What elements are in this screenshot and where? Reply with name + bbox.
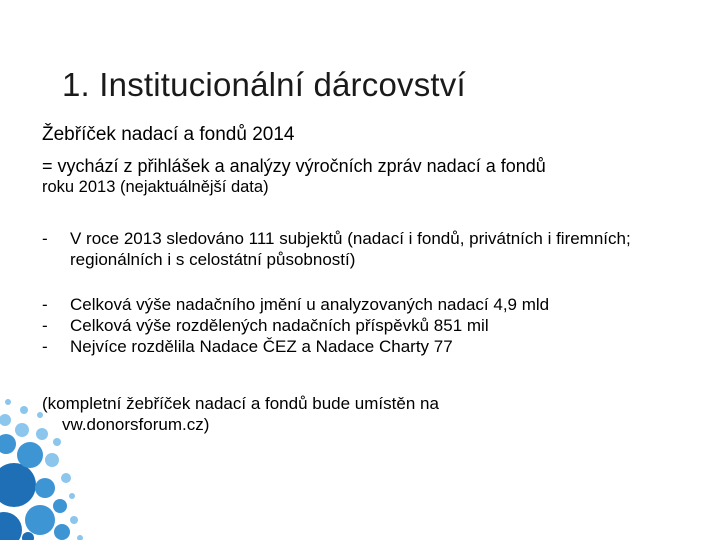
footer-link-text: vw.donorsforum.cz): [62, 415, 210, 434]
decorative-dots-graphic: [0, 360, 90, 540]
bullet-dash: -: [42, 229, 48, 248]
bullet-list-2: [42, 294, 702, 357]
bullet-dash: -: [42, 337, 48, 356]
intro-paragraph: [42, 156, 692, 198]
bullet-text: V roce 2013 sledováno 111 subjektů (nadací i fondů, privátních i firemních; regionálních i s celostátní působností): [70, 229, 631, 269]
bullet-text: Celková výše rozdělených nadačních příspěvků 851 mil: [70, 316, 489, 335]
bullet-dash: -: [42, 316, 48, 335]
bullet-text: Nejvíce rozdělila Nadace ČEZ a Nadace Charty 77: [70, 337, 453, 356]
list-item: [42, 294, 702, 315]
bullet-list-1: [42, 228, 702, 270]
footer-line-1: (kompletní žebříček nadací a fondů bude umístěn na: [42, 394, 439, 413]
list-item: [42, 315, 702, 336]
subtitle: Žebříček nadací a fondů 2014: [42, 124, 295, 145]
intro-line-2: roku 2013 (nejaktuálnější data): [42, 178, 269, 196]
list-item: [42, 336, 702, 357]
list-item: [42, 228, 702, 270]
bullet-text: Celková výše nadačního jmění u analyzovaných nadací 4,9 mld: [70, 295, 550, 314]
page-title: 1. Institucionální dárcovství: [62, 66, 466, 103]
footer-note: [42, 393, 602, 435]
bullet-dash: -: [42, 295, 48, 314]
intro-line-1: = vychází z přihlášek a analýzy výročních zpráv nadací a fondů: [42, 156, 546, 176]
